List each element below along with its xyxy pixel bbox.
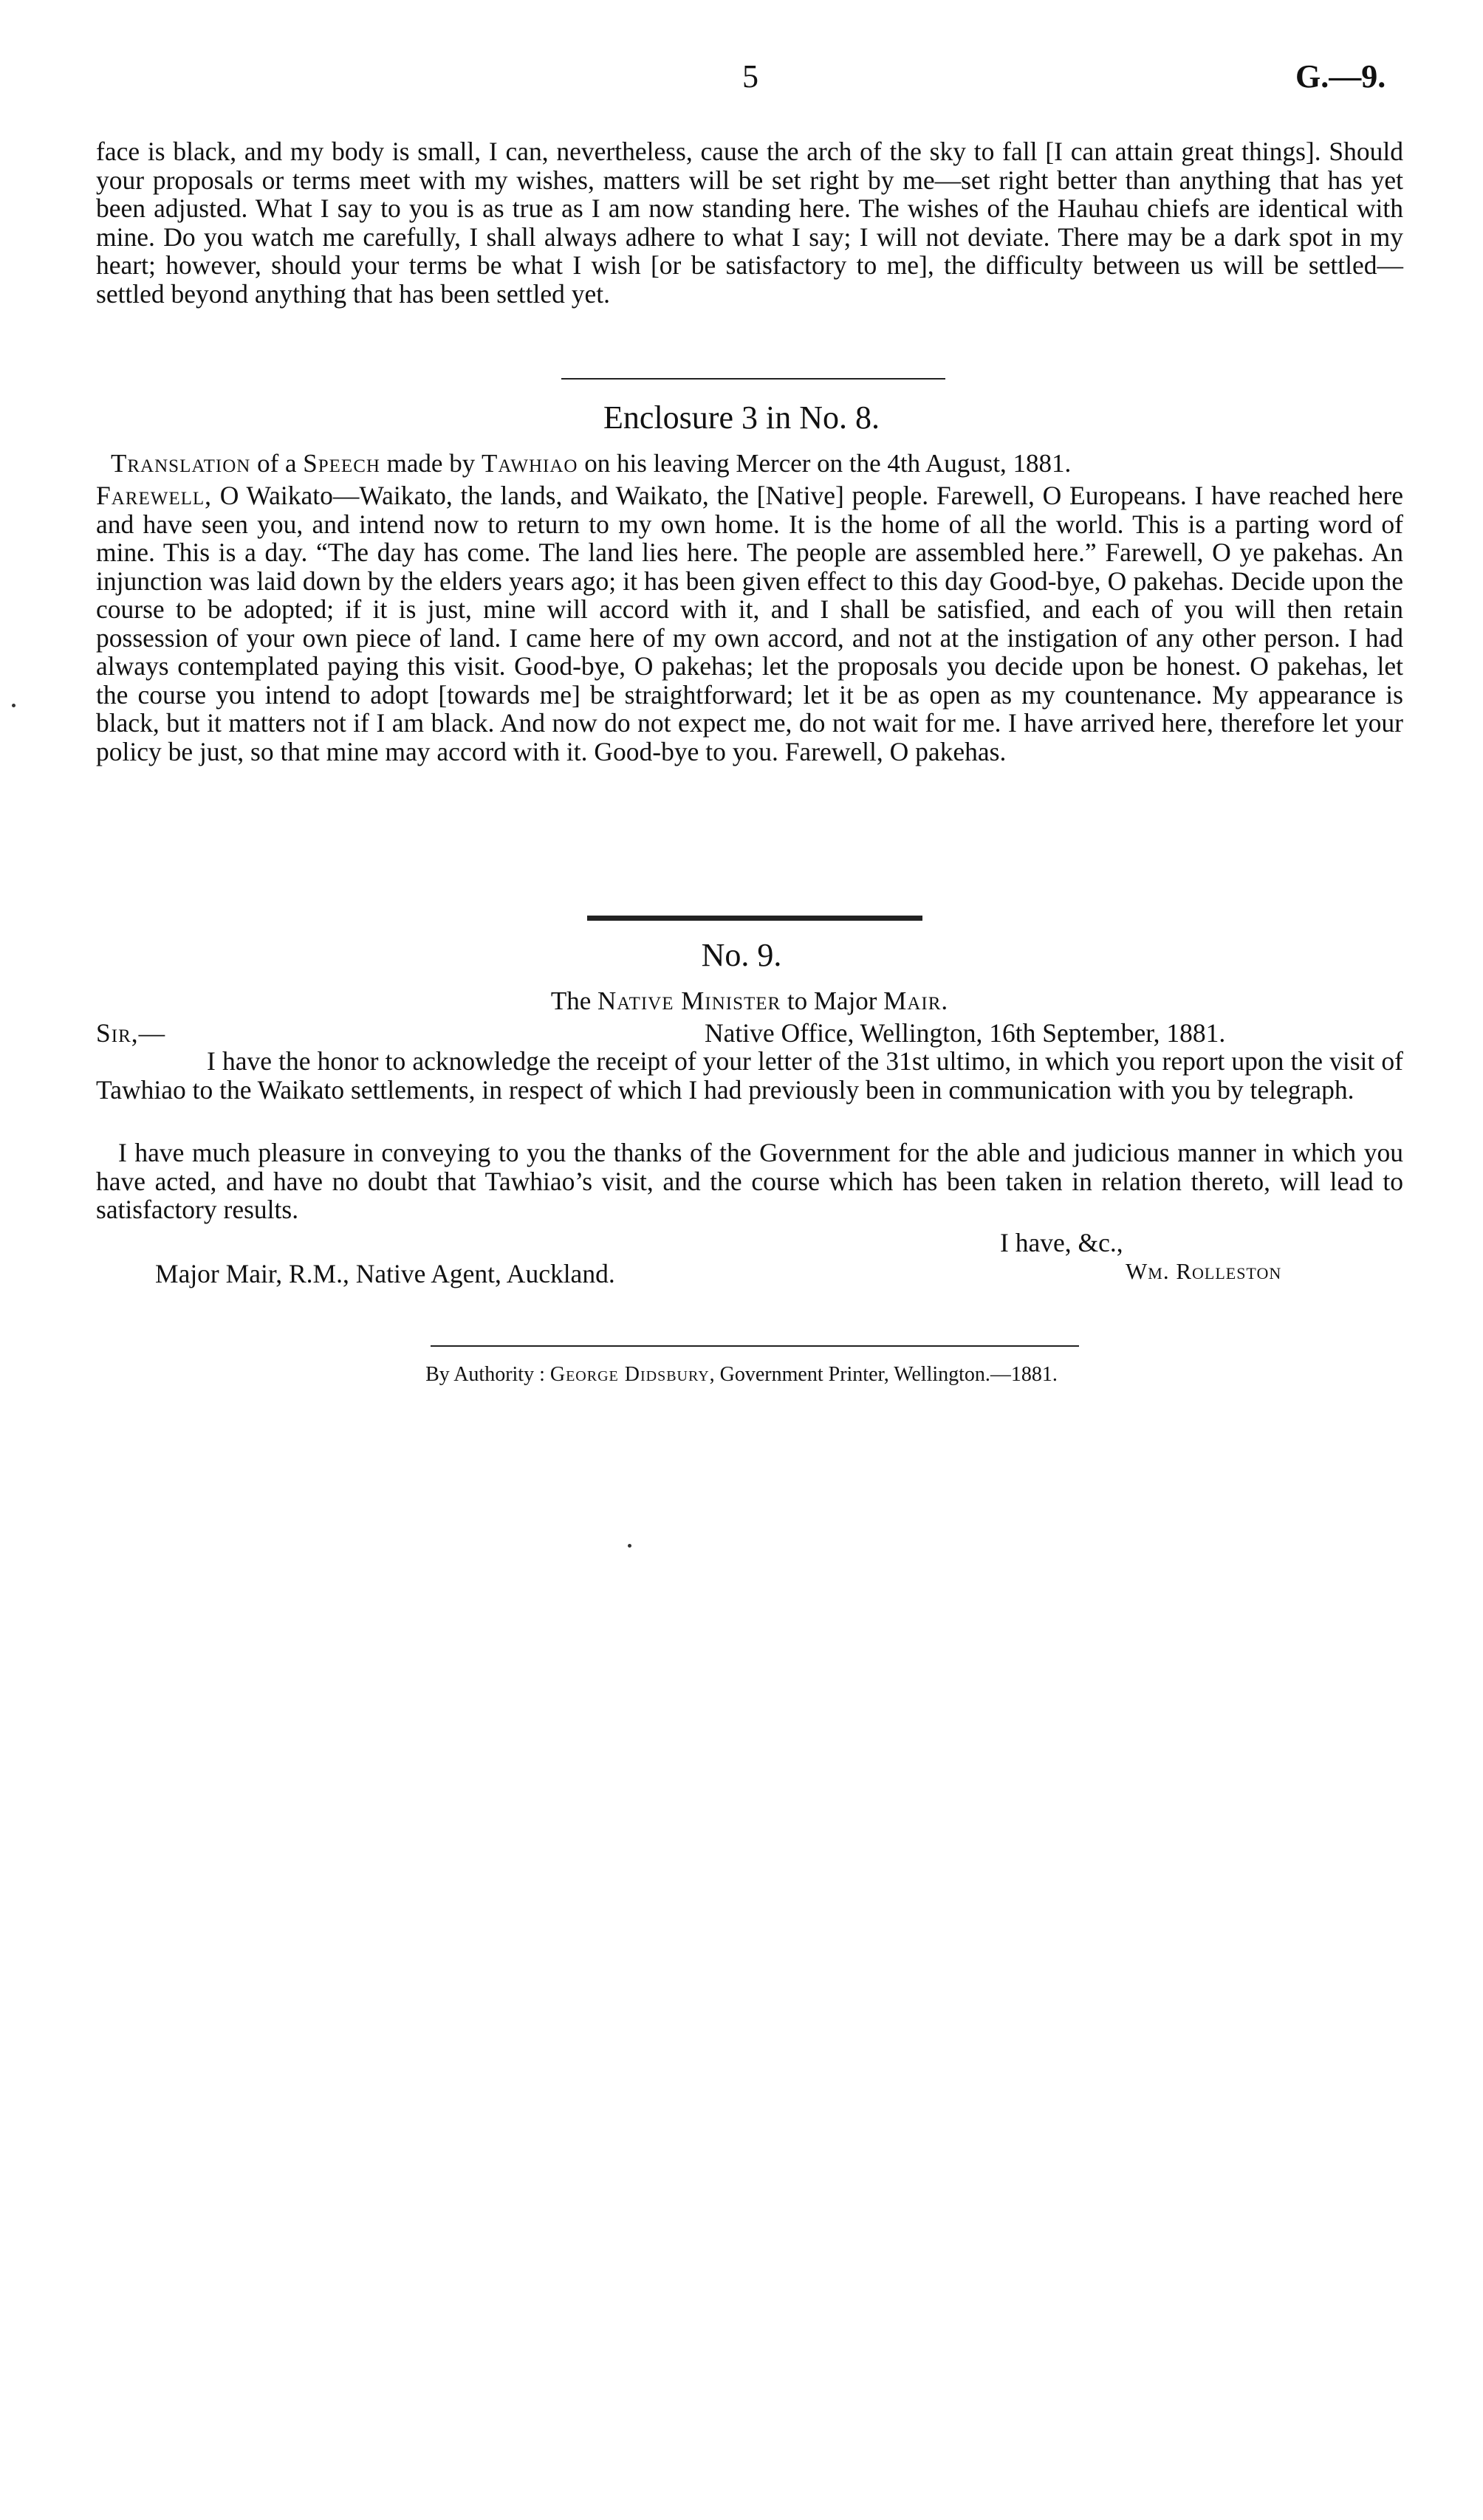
- signature: Wm. Rolleston: [1126, 1258, 1282, 1284]
- addressee: Major Mair, R.M., Native Agent, Auckland.: [155, 1259, 615, 1288]
- imprint-rest: , Government Printer, Wellington.—1881.: [709, 1363, 1058, 1386]
- letter-paragraph-2: I have much pleasure in conveying to you the thanks of the Government for the able and judicious manner in which you have acted, and have no doubt that Tawhiao’s visit, and the course which has been taken in relation thereto, will lead to satisfactory results.: [96, 1138, 1403, 1224]
- speaker-name: Tawhiao: [481, 449, 578, 478]
- enclosure-subheading: [111, 449, 1418, 478]
- document-code: G.—9.: [1295, 58, 1386, 95]
- speech-lead: Farewell,: [96, 481, 213, 510]
- sender-title: Native Minister: [597, 986, 781, 1015]
- letter-paragraph-1: I have the honor to acknowledge the receipt of your letter of the 31st ultimo, in which you report upon the visit of Tawhiao to the Waikato settlements, in respect of which I had previously been in communication with you by telegraph.: [96, 1046, 1403, 1105]
- subheading-mid2: made by: [380, 449, 482, 478]
- speech-label: Speech: [303, 449, 380, 478]
- imprint-lead: By Authority :: [425, 1363, 550, 1386]
- subheading-pre: The: [550, 986, 598, 1015]
- speech-text: O Waikato—Waikato, the lands, and Waikato, the [Native] people. Farewell, O Europeans. I have reached here and have seen you, and intend now to return to my own home. It is the home of all the world. This is a parting word of mine. This is a day. “The day has come. The land lies here. The people are assembled here.” Farewell, O ye pakehas. An injunction was laid down by the elders years ago; it has been given effect to this day Good-bye, O pakehas. Decide upon the course to be adopted; if it is just, mine will accord with it, and I shall be satisfied, and each of you will then retain possession of your own piece of land. I came here of my own accord, and not at the instigation of any other person. I had always contemplated paying this visit. Good-bye, O pakehas; let the proposals you decide upon be honest. O pakehas, let the course you intend to adopt [towards me] be straightforward; let it be as open as my countenance. My appearance is black, but it matters not if I am black. And now do not expect me, do not wait for me. I have arrived here, therefore let your policy be just, so that mine may accord with it. Good-bye to you. Farewell, O pakehas.: [96, 481, 1403, 766]
- letter-subheading: [96, 986, 1403, 1016]
- page-speck: [628, 1544, 631, 1548]
- speech-paragraph: [96, 481, 1403, 766]
- imprint: [0, 1363, 1483, 1387]
- subheading-rest: on his leaving Mercer on the 4th August, 1881.: [578, 449, 1072, 478]
- recipient-name: Mair.: [883, 986, 949, 1015]
- letter-heading: No. 9.: [701, 937, 782, 973]
- dateline: Native Office, Wellington, 16th September, 1881.: [705, 1018, 1226, 1048]
- translation-label: Translation: [111, 449, 251, 478]
- printer-name: George Didsbury: [549, 1363, 710, 1386]
- margin-speck: [12, 704, 16, 707]
- closing: I have, &c.,: [1000, 1228, 1123, 1257]
- section-divider: [561, 378, 945, 380]
- page-number: 5: [742, 58, 758, 95]
- imprint-divider: [431, 1345, 1079, 1347]
- subheading-mid1: of a: [250, 449, 304, 478]
- subheading-mid: to Major: [781, 986, 884, 1015]
- enclosure-heading: Enclosure 3 in No. 8.: [603, 399, 880, 436]
- salutation: Sir,—: [96, 1018, 166, 1048]
- letter-divider: [587, 916, 922, 921]
- continuation-paragraph: face is black, and my body is small, I can, nevertheless, cause the arch of the sky to fall [I can attain great things]. Should your proposals or terms meet with my wishes, matters will be set right by me—set right better than anything that has yet been adjusted. What I say to you is as true as I am now standing here. The wishes of the Hauhau chiefs are identical with mine. Do you watch me carefully, I shall always adhere to what I say; I will not deviate. There may be a dark spot in my heart; however, should your terms be what I wish [or be satisfactory to me], the difficulty between us will be settled—settled beyond anything that has been settled yet.: [96, 137, 1403, 309]
